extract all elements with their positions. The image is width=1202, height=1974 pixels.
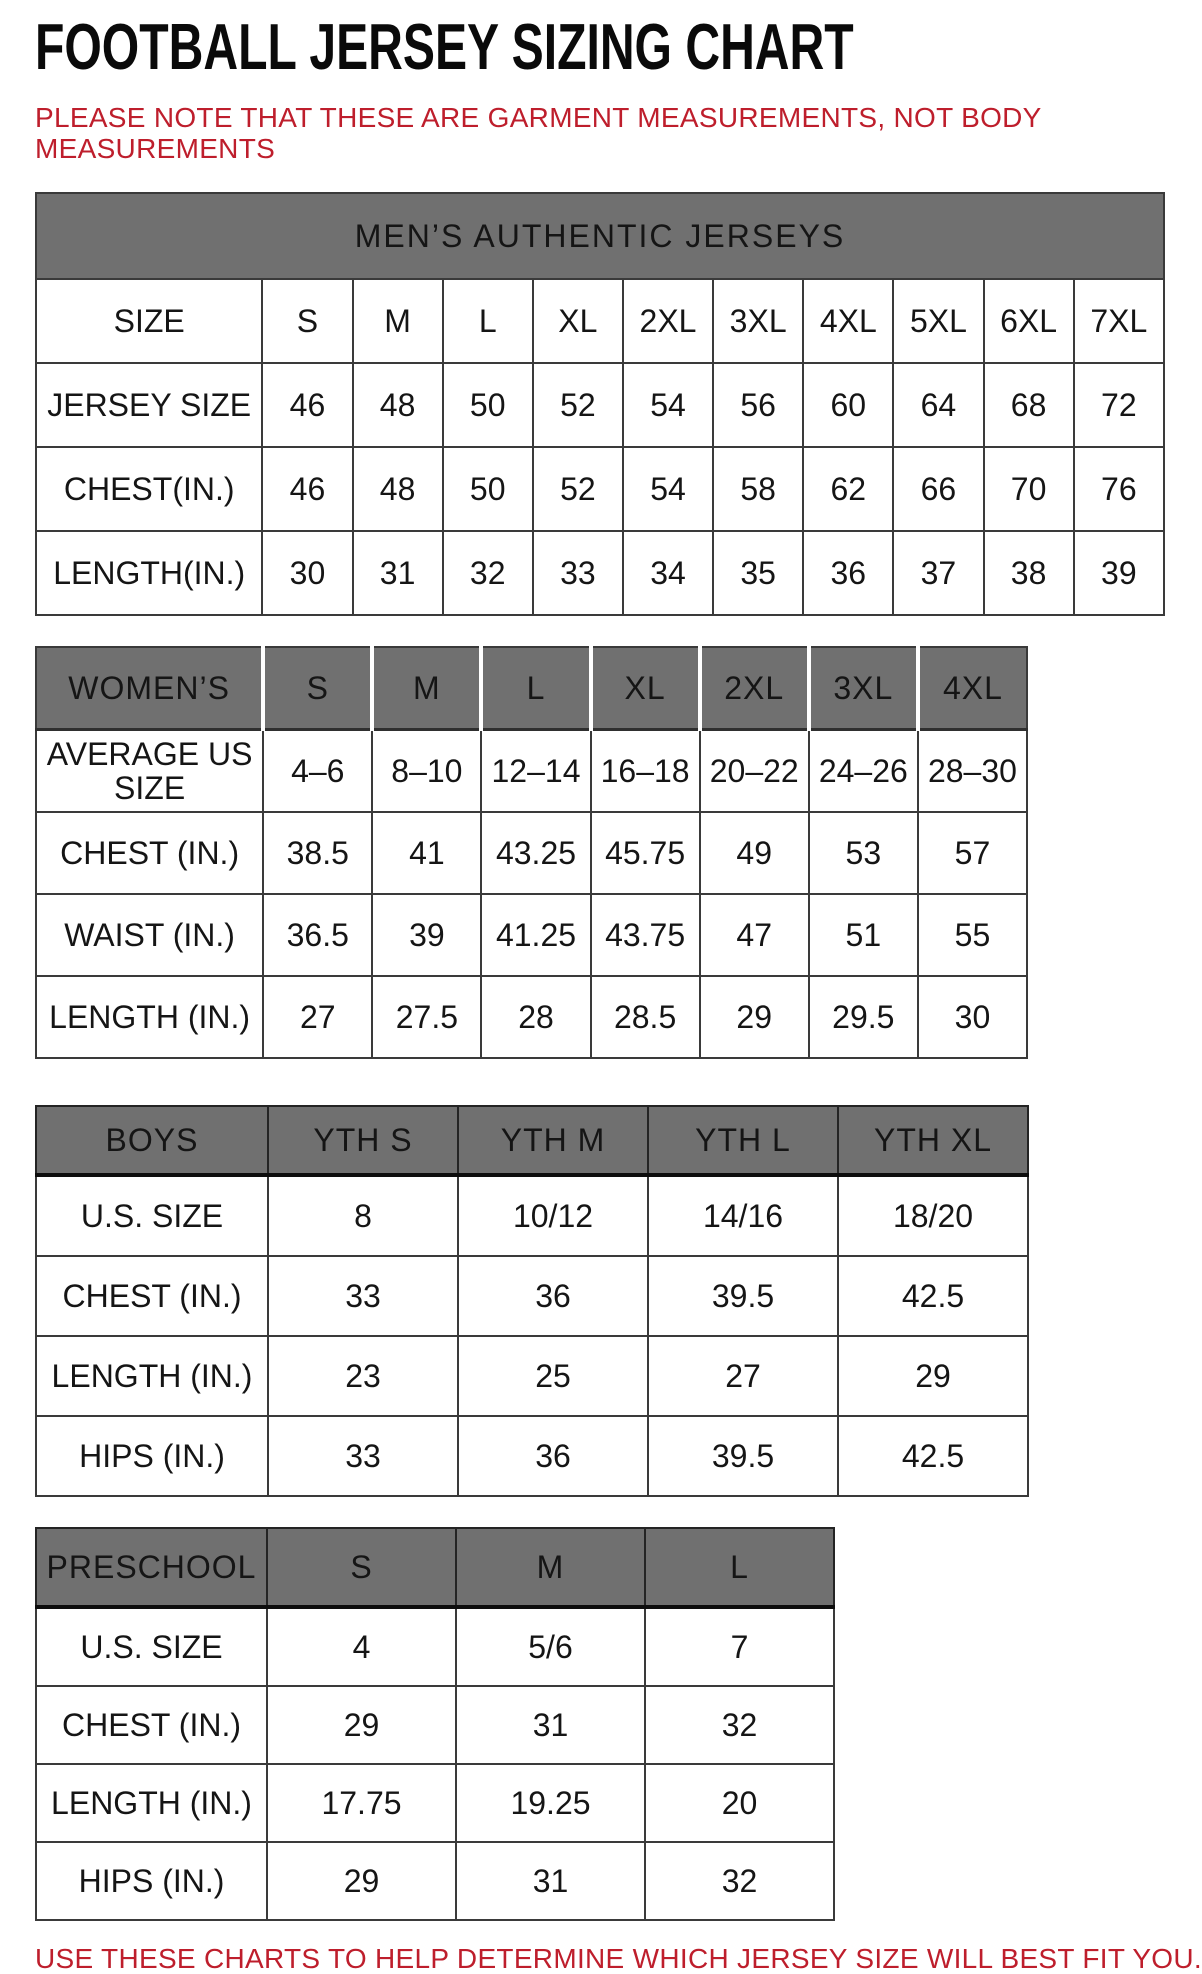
mens-value-cell: 48 [353,363,443,447]
mens-row-chest-in [36,447,1164,531]
preschool-value-cell: 20 [645,1764,834,1842]
mens-row-label: LENGTH(IN.) [36,531,262,615]
boys-header-size-yth-xl: YTH XL [838,1106,1028,1175]
mens-value-cell: 66 [893,447,983,531]
mens-value-cell: 76 [1074,447,1164,531]
womens-value-cell: 41.25 [481,894,590,976]
preschool-row-label: U.S. SIZE [36,1607,267,1686]
mens-value-cell: 54 [623,447,713,531]
mens-row-label: CHEST(IN.) [36,447,262,531]
preschool-value-cell: 29 [267,1686,456,1764]
womens-value-cell: 43.75 [591,894,700,976]
boys-header-size-yth-m: YTH M [458,1106,648,1175]
mens-value-cell: XL [533,279,623,363]
mens-value-cell: 34 [623,531,713,615]
mens-value-cell: 70 [984,447,1074,531]
preschool-row-hips-in [36,1842,834,1920]
preschool-value-cell: 29 [267,1842,456,1920]
womens-value-cell: 12–14 [481,730,590,813]
preschool-value-cell: 31 [456,1842,645,1920]
womens-value-cell: 55 [918,894,1027,976]
boys-row-length-in [36,1336,1028,1416]
boys-value-cell: 42.5 [838,1256,1028,1336]
mens-value-cell: 46 [262,363,352,447]
preschool-header-label: PRESCHOOL [36,1528,267,1607]
boys-value-cell: 25 [458,1336,648,1416]
mens-value-cell: S [262,279,352,363]
mens-value-cell: 60 [803,363,893,447]
mens-value-cell: 52 [533,363,623,447]
mens-value-cell: 6XL [984,279,1074,363]
boys-value-cell: 42.5 [838,1416,1028,1496]
womens-value-cell: 51 [809,894,918,976]
page-title-text: FOOTBALL JERSEY SIZING CHART [35,10,854,83]
mens-value-cell: 54 [623,363,713,447]
womens-sizing-table [35,646,1028,1059]
preschool-value-cell: 7 [645,1607,834,1686]
mens-row-label: SIZE [36,279,262,363]
womens-value-cell: 4–6 [263,730,372,813]
womens-value-cell: 16–18 [591,730,700,813]
mens-value-cell: 68 [984,363,1074,447]
preschool-row-length-in [36,1764,834,1842]
boys-value-cell: 10/12 [458,1175,648,1256]
boys-header-size-yth-s: YTH S [268,1106,458,1175]
mens-banner-row [36,193,1164,279]
mens-row-label: JERSEY SIZE [36,363,262,447]
mens-row-length-in [36,531,1164,615]
mens-row-jersey-size [36,363,1164,447]
mens-value-cell: 33 [533,531,623,615]
mens-value-cell: 5XL [893,279,983,363]
womens-value-cell: 29.5 [809,976,918,1058]
preschool-row-label: HIPS (IN.) [36,1842,267,1920]
womens-header-size-m: M [372,647,481,730]
boys-value-cell: 8 [268,1175,458,1256]
womens-value-cell: 27.5 [372,976,481,1058]
womens-header-size-2xl: 2XL [700,647,809,730]
womens-value-cell: 27 [263,976,372,1058]
mens-value-cell: 2XL [623,279,713,363]
mens-value-cell: 58 [713,447,803,531]
mens-value-cell: 30 [262,531,352,615]
womens-value-cell: 29 [700,976,809,1058]
womens-value-cell: 39 [372,894,481,976]
boys-row-u-s-size [36,1175,1028,1256]
mens-authentic-jerseys-table [35,192,1165,616]
womens-value-cell: 47 [700,894,809,976]
womens-row-chest-in [36,812,1027,894]
preschool-value-cell: 31 [456,1686,645,1764]
boys-value-cell: 18/20 [838,1175,1028,1256]
womens-header-size-xl: XL [591,647,700,730]
preschool-value-cell: 4 [267,1607,456,1686]
womens-value-cell: 36.5 [263,894,372,976]
boys-row-chest-in [36,1256,1028,1336]
womens-header-size-4xl: 4XL [918,647,1027,730]
mens-value-cell: 7XL [1074,279,1164,363]
womens-row-label: WAIST (IN.) [36,894,263,976]
mens-value-cell: 36 [803,531,893,615]
womens-value-cell: 8–10 [372,730,481,813]
womens-row-label: CHEST (IN.) [36,812,263,894]
womens-value-cell: 24–26 [809,730,918,813]
boys-row-label: CHEST (IN.) [36,1256,268,1336]
preschool-row-u-s-size [36,1607,834,1686]
mens-banner: MEN’S AUTHENTIC JERSEYS [36,193,1164,279]
mens-value-cell: 72 [1074,363,1164,447]
preschool-row-chest-in [36,1686,834,1764]
mens-value-cell: 37 [893,531,983,615]
boys-value-cell: 36 [458,1256,648,1336]
note-line-1: PLEASE NOTE THAT THESE ARE GARMENT MEASUREMENTS, NOT BODY [35,102,1042,133]
mens-value-cell: 48 [353,447,443,531]
womens-row-label: AVERAGE US SIZE [36,730,263,813]
womens-row-waist-in [36,894,1027,976]
mens-row-size [36,279,1164,363]
womens-header-row [36,647,1027,730]
preschool-header-size-m: M [456,1528,645,1607]
womens-value-cell: 28–30 [918,730,1027,813]
mens-value-cell: 56 [713,363,803,447]
preschool-value-cell: 5/6 [456,1607,645,1686]
boys-value-cell: 39.5 [648,1416,838,1496]
preschool-value-cell: 17.75 [267,1764,456,1842]
mens-value-cell: L [443,279,533,363]
womens-header-size-l: L [481,647,590,730]
boys-value-cell: 39.5 [648,1256,838,1336]
boys-value-cell: 23 [268,1336,458,1416]
boys-value-cell: 29 [838,1336,1028,1416]
boys-row-hips-in [36,1416,1028,1496]
footer-note: USE THESE CHARTS TO HELP DETERMINE WHICH JERSEY SIZE WILL BEST FIT YOU. [35,1943,1202,1974]
womens-row-length-in [36,976,1027,1058]
womens-value-cell: 45.75 [591,812,700,894]
preschool-sizing-table [35,1527,835,1921]
page-title [35,10,1200,83]
boys-value-cell: 27 [648,1336,838,1416]
mens-value-cell: 35 [713,531,803,615]
mens-value-cell: 62 [803,447,893,531]
womens-header-size-3xl: 3XL [809,647,918,730]
womens-value-cell: 57 [918,812,1027,894]
womens-value-cell: 43.25 [481,812,590,894]
womens-value-cell: 38.5 [263,812,372,894]
preschool-header-row [36,1528,834,1607]
boys-row-label: LENGTH (IN.) [36,1336,268,1416]
womens-value-cell: 28.5 [591,976,700,1058]
boys-value-cell: 14/16 [648,1175,838,1256]
womens-header-size-s: S [263,647,372,730]
preschool-value-cell: 32 [645,1686,834,1764]
womens-header-label: WOMEN’S [36,647,263,730]
womens-value-cell: 20–22 [700,730,809,813]
mens-value-cell: 52 [533,447,623,531]
preschool-header-size-l: L [645,1528,834,1607]
boys-sizing-table [35,1105,1029,1497]
womens-value-cell: 28 [481,976,590,1058]
womens-value-cell: 30 [918,976,1027,1058]
boys-header-row [36,1106,1028,1175]
preschool-value-cell: 32 [645,1842,834,1920]
mens-value-cell: 31 [353,531,443,615]
womens-row-average-us-size [36,730,1027,813]
boys-row-label: U.S. SIZE [36,1175,268,1256]
boys-header-size-yth-l: YTH L [648,1106,838,1175]
mens-value-cell: 3XL [713,279,803,363]
mens-value-cell: 4XL [803,279,893,363]
garment-measurements-note [35,102,1200,164]
boys-value-cell: 33 [268,1416,458,1496]
mens-value-cell: 50 [443,363,533,447]
preschool-header-size-s: S [267,1528,456,1607]
preschool-row-label: CHEST (IN.) [36,1686,267,1764]
womens-value-cell: 53 [809,812,918,894]
mens-value-cell: 64 [893,363,983,447]
boys-value-cell: 33 [268,1256,458,1336]
womens-row-label: LENGTH (IN.) [36,976,263,1058]
mens-value-cell: 46 [262,447,352,531]
preschool-row-label: LENGTH (IN.) [36,1764,267,1842]
womens-value-cell: 41 [372,812,481,894]
mens-value-cell: M [353,279,443,363]
womens-value-cell: 49 [700,812,809,894]
preschool-value-cell: 19.25 [456,1764,645,1842]
boys-value-cell: 36 [458,1416,648,1496]
note-line-2: MEASUREMENTS [35,133,276,164]
mens-value-cell: 50 [443,447,533,531]
mens-value-cell: 38 [984,531,1074,615]
boys-header-label: BOYS [36,1106,268,1175]
mens-value-cell: 32 [443,531,533,615]
mens-value-cell: 39 [1074,531,1164,615]
boys-row-label: HIPS (IN.) [36,1416,268,1496]
